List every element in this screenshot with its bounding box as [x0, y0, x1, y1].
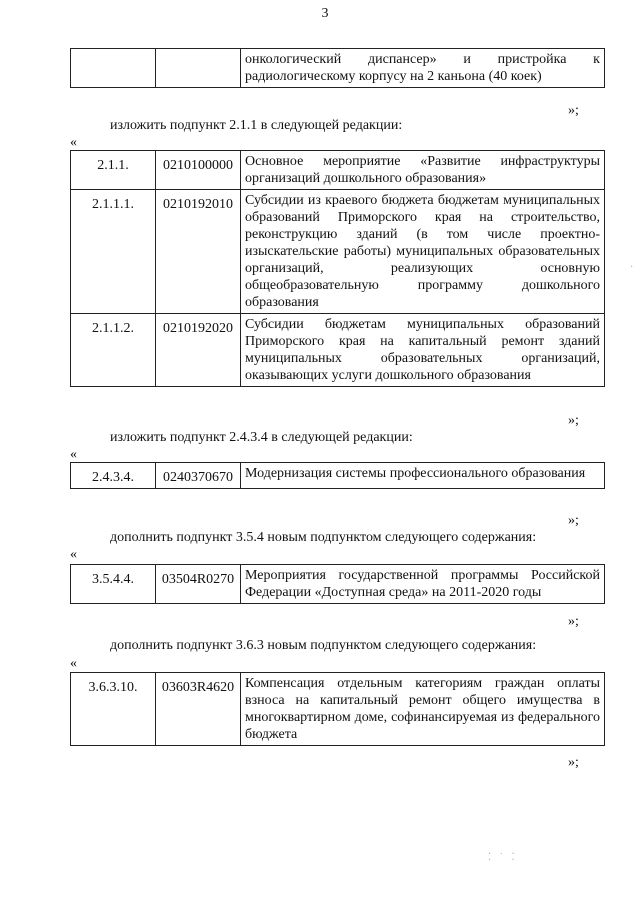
top-table [70, 48, 605, 88]
instruction-text: дополнить подпункт 3.5.4 новым подпунктом следующего содержания: [110, 530, 537, 545]
instruction-text: изложить подпункт 2.1.1 в следующей редакции: [110, 118, 403, 133]
name-cell: Субсидии из краевого бюджета бюджетам муниципальных образований Приморского края на строительство, реконструкцию зданий (в том числе проектно-изыскательские работы) муниципальных образовательных организаций, реализующих основную общеобразовательную программу дошкольного образования [241, 190, 605, 314]
table-3-5-4-4 [70, 564, 605, 604]
page-number: 3 [321, 6, 329, 21]
scan-artifact: ⁚ ˙ ⁚ [488, 852, 518, 863]
table-row [71, 314, 605, 387]
code-cell: 2.1.1. [71, 151, 156, 190]
name-cell: онкологический диспансер» и пристройка к радиологическому корпусу на 2 каньона (40 коек) [241, 49, 605, 88]
table-2-1-1 [70, 150, 605, 387]
kbk-cell: 0210100000 [156, 151, 241, 190]
opening-quote: « [70, 547, 77, 562]
kbk-cell: 0240370670 [156, 463, 241, 489]
table-row [71, 565, 605, 604]
table-row [71, 151, 605, 190]
opening-quote: « [70, 447, 77, 462]
name-cell: Субсидии бюджетам муниципальных образований Приморского края на капитальный ремонт зданий муниципальных образовательных организаций, оказывающих услуги дошкольного образования [241, 314, 605, 387]
code-cell: 2.1.1.1. [71, 190, 156, 314]
name-cell: Мероприятия государственной программы Российской Федерации «Доступная среда» на 2011-2020 годы [241, 565, 605, 604]
code-cell: 3.6.3.10. [71, 673, 156, 746]
table-row [71, 190, 605, 314]
kbk-cell [156, 49, 241, 88]
code-cell: 3.5.4.4. [71, 565, 156, 604]
table-3-6-3-10 [70, 672, 605, 746]
kbk-cell: 0210192010 [156, 190, 241, 314]
code-cell: 2.1.1.2. [71, 314, 156, 387]
closing-quote: »; [568, 755, 579, 770]
closing-quote: »; [568, 413, 579, 428]
table-2-4-3-4 [70, 462, 605, 489]
name-cell: Компенсация отдельным категориям граждан оплаты взноса на капитальный ремонт общего имущества в многоквартирном доме, софинансируемая из федерального бюджета [241, 673, 605, 746]
name-cell: Основное мероприятие «Развитие инфраструктуры организаций дошкольного образования» [241, 151, 605, 190]
name-cell: Модернизация системы профессионального образования [241, 463, 605, 489]
instruction-text: дополнить подпункт 3.6.3 новым подпунктом следующего содержания: [110, 638, 537, 653]
code-cell: 2.4.3.4. [71, 463, 156, 489]
code-cell [71, 49, 156, 88]
kbk-cell: 03603R4620 [156, 673, 241, 746]
instruction-text: изложить подпункт 2.4.3.4 в следующей редакции: [110, 430, 413, 445]
closing-quote: »; [568, 103, 579, 118]
opening-quote: « [70, 656, 77, 671]
kbk-cell: 03504R0270 [156, 565, 241, 604]
table-row [71, 673, 605, 746]
kbk-cell: 0210192020 [156, 314, 241, 387]
scan-artifact: · [630, 262, 634, 273]
table-row [71, 49, 605, 88]
closing-quote: »; [568, 513, 579, 528]
table-row [71, 463, 605, 489]
closing-quote: »; [568, 614, 579, 629]
opening-quote: « [70, 135, 77, 150]
